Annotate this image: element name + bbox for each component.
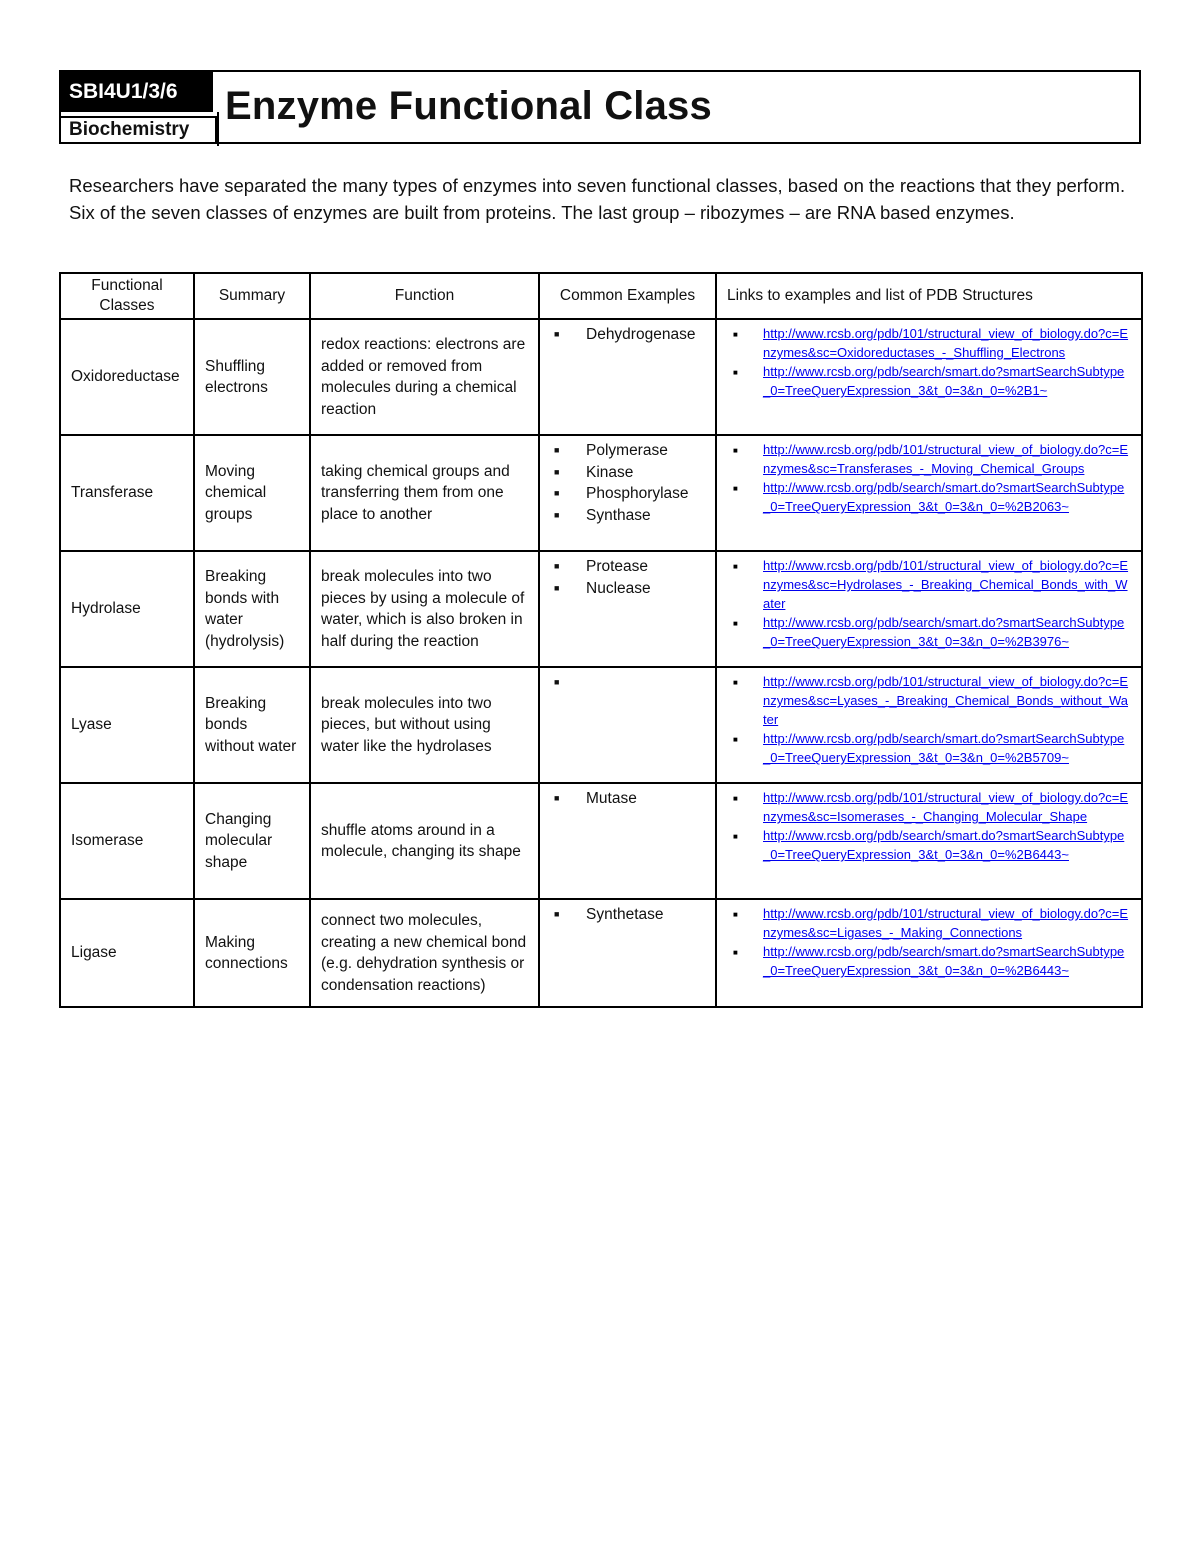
link-item xyxy=(727,788,1131,826)
pdb-link[interactable]: ■ http://www.rcsb.org/pdb/101/structural_view_of_biology.do?c=Enzymes&sc=Oxidoreductases_-_Shuffling_Electrons xyxy=(763,326,1129,360)
example-item: ■ Synthetase xyxy=(550,904,705,926)
links-cell xyxy=(716,551,1142,667)
header-function: Function xyxy=(310,273,539,319)
summary-cell: Shuffling electrons xyxy=(194,319,310,435)
class-cell: Lyase xyxy=(60,667,194,783)
link-item xyxy=(727,440,1131,478)
links-cell xyxy=(716,667,1142,783)
examples-cell xyxy=(539,783,716,899)
header-summary: Summary xyxy=(194,273,310,319)
pdb-link[interactable]: ■ http://www.rcsb.org/pdb/101/structural_view_of_biology.do?c=Enzymes&sc=Hydrolases_-_Breaking_Chemical_Bonds_with_Water xyxy=(763,558,1129,611)
example-item: ■ Protease xyxy=(550,556,705,578)
class-cell: Hydrolase xyxy=(60,551,194,667)
pdb-link[interactable]: ■ http://www.rcsb.org/pdb/search/smart.do?smartSearchSubtype_0=TreeQueryExpression_3&t_0=3&n_0=%2B2063~ xyxy=(763,480,1125,514)
examples-list xyxy=(550,324,705,346)
table-row xyxy=(60,319,1142,435)
examples-cell xyxy=(539,435,716,551)
link-item xyxy=(727,362,1131,400)
summary-cell: Changing molecular shape xyxy=(194,783,310,899)
class-cell: Isomerase xyxy=(60,783,194,899)
course-code: SBI4U1/3/6 xyxy=(61,72,213,112)
links-cell xyxy=(716,783,1142,899)
link-item xyxy=(727,942,1131,980)
pdb-link[interactable]: ■ http://www.rcsb.org/pdb/search/smart.do?smartSearchSubtype_0=TreeQueryExpression_3&t_0=3&n_0=%2B5709~ xyxy=(763,731,1125,765)
examples-list xyxy=(550,556,705,599)
intro-paragraph: Researchers have separated the many types of enzymes into seven functional classes, based on the reactions that they perform. Six of the seven classes of enzymes are built from proteins. The last group – ribozymes – are RNA based enzymes. xyxy=(69,175,1126,223)
function-cell: shuffle atoms around in a molecule, changing its shape xyxy=(310,783,539,899)
summary-cell: Breaking bonds with water (hydrolysis) xyxy=(194,551,310,667)
examples-cell xyxy=(539,319,716,435)
links-list xyxy=(727,788,1131,864)
examples-cell xyxy=(539,551,716,667)
links-list xyxy=(727,440,1131,516)
example-item: ■ Mutase xyxy=(550,788,705,810)
links-list xyxy=(727,324,1131,400)
function-cell: redox reactions: electrons are added or removed from molecules during a chemical reaction xyxy=(310,319,539,435)
pdb-link[interactable]: ■ http://www.rcsb.org/pdb/101/structural_view_of_biology.do?c=Enzymes&sc=Transferases_-_Moving_Chemical_Groups xyxy=(763,442,1129,476)
function-cell: break molecules into two pieces by using a molecule of water, which is also broken in half during the reaction xyxy=(310,551,539,667)
examples-cell xyxy=(539,667,716,783)
enzyme-class-table xyxy=(59,272,1143,1008)
pdb-link[interactable]: ■ http://www.rcsb.org/pdb/101/structural_view_of_biology.do?c=Enzymes&sc=Isomerases_-_Changing_Molecular_Shape xyxy=(763,790,1129,824)
links-cell xyxy=(716,899,1142,1007)
header-functional-classes: Functional Classes xyxy=(60,273,194,319)
link-item xyxy=(727,826,1131,864)
example-item: ■ Polymerase xyxy=(550,440,705,462)
links-list xyxy=(727,904,1131,980)
example-item: ■ Synthase xyxy=(550,505,705,527)
pdb-link[interactable]: ■ http://www.rcsb.org/pdb/search/smart.do?smartSearchSubtype_0=TreeQueryExpression_3&t_0=3&n_0=%2B6443~ xyxy=(763,944,1125,978)
class-cell: Transferase xyxy=(60,435,194,551)
header-divider xyxy=(217,112,219,146)
document-header xyxy=(59,70,1141,144)
link-item xyxy=(727,672,1131,729)
examples-cell xyxy=(539,899,716,1007)
link-item xyxy=(727,729,1131,767)
links-cell xyxy=(716,319,1142,435)
table-row xyxy=(60,667,1142,783)
pdb-link[interactable]: ■ http://www.rcsb.org/pdb/search/smart.do?smartSearchSubtype_0=TreeQueryExpression_3&t_0=3&n_0=%2B3976~ xyxy=(763,615,1125,649)
pdb-link[interactable]: ■ http://www.rcsb.org/pdb/search/smart.do?smartSearchSubtype_0=TreeQueryExpression_3&t_0=3&n_0=%2B6443~ xyxy=(763,828,1125,862)
table-row xyxy=(60,551,1142,667)
class-cell: Ligase xyxy=(60,899,194,1007)
summary-cell: Breaking bonds without water xyxy=(194,667,310,783)
pdb-link[interactable]: ■ http://www.rcsb.org/pdb/101/structural_view_of_biology.do?c=Enzymes&sc=Lyases_-_Breaking_Chemical_Bonds_without_Water xyxy=(763,674,1129,727)
subject-label: Biochemistry xyxy=(61,116,217,144)
links-cell xyxy=(716,435,1142,551)
examples-list xyxy=(550,904,705,926)
header-common-examples: Common Examples xyxy=(539,273,716,319)
pdb-link[interactable]: ■ http://www.rcsb.org/pdb/search/smart.do?smartSearchSubtype_0=TreeQueryExpression_3&t_0=3&n_0=%2B1~ xyxy=(763,364,1125,398)
pdb-link[interactable]: ■ http://www.rcsb.org/pdb/101/structural_view_of_biology.do?c=Enzymes&sc=Ligases_-_Making_Connections xyxy=(763,906,1129,940)
function-cell: connect two molecules, creating a new chemical bond (e.g. dehydration synthesis or condensation reactions) xyxy=(310,899,539,1007)
table-row xyxy=(60,783,1142,899)
examples-list xyxy=(550,788,705,810)
example-item: ■ Kinase xyxy=(550,462,705,484)
link-item xyxy=(727,324,1131,362)
function-cell: taking chemical groups and transferring them from one place to another xyxy=(310,435,539,551)
link-item xyxy=(727,556,1131,613)
function-cell: break molecules into two pieces, but without using water like the hydrolases xyxy=(310,667,539,783)
link-item xyxy=(727,904,1131,942)
header-links: Links to examples and list of PDB Structures xyxy=(716,273,1142,319)
link-item xyxy=(727,478,1131,516)
example-item: ■ Dehydrogenase xyxy=(550,324,705,346)
summary-cell: Moving chemical groups xyxy=(194,435,310,551)
class-cell: Oxidoreductase xyxy=(60,319,194,435)
example-item: ■ Phosphorylase xyxy=(550,483,705,505)
example-item: ■ Nuclease xyxy=(550,578,705,600)
table-row xyxy=(60,899,1142,1007)
summary-cell: Making connections xyxy=(194,899,310,1007)
table-row xyxy=(60,435,1142,551)
table-header-row xyxy=(60,273,1142,319)
links-list xyxy=(727,556,1131,651)
examples-list xyxy=(550,440,705,526)
page-title: Enzyme Functional Class xyxy=(225,84,712,128)
links-list xyxy=(727,672,1131,767)
link-item xyxy=(727,613,1131,651)
